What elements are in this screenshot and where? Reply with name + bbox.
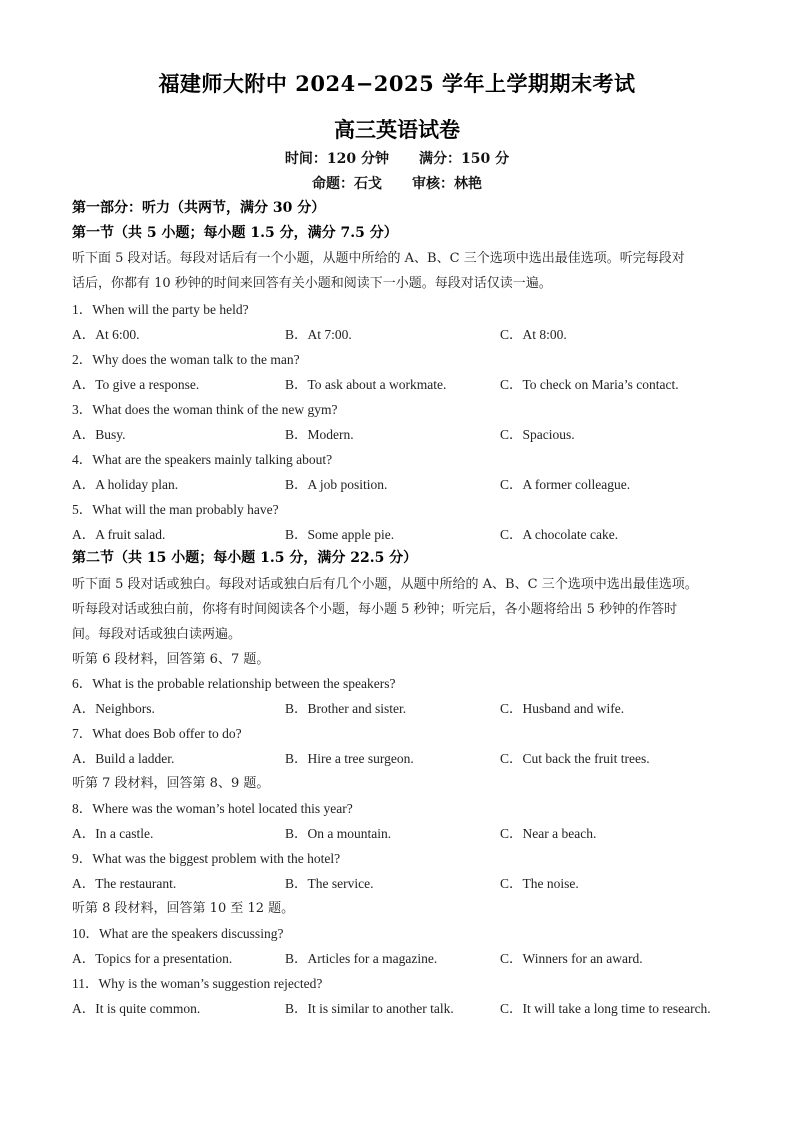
option-6c: C．Husband and wife. xyxy=(500,701,625,716)
option-4b: B．A job position. xyxy=(285,477,388,492)
option-2b: B．To ask about a workmate. xyxy=(285,377,447,392)
question-11: 11．Why is the woman’s suggestion rejected? xyxy=(72,976,323,991)
option-9c: C．The noise. xyxy=(500,876,579,891)
exam-meta-time xyxy=(0,148,794,168)
option-3b: B．Modern. xyxy=(285,427,354,442)
section1-heading: 第一节（共 5 小题；每小题 1.5 分，满分 7.5 分） xyxy=(72,225,398,241)
exam-title: 福建师大附中 2024−2025 学年上学期期末考试 xyxy=(158,71,636,96)
option-6a: A．Neighbors. xyxy=(72,701,155,716)
option-6b: B．Brother and sister. xyxy=(285,701,407,716)
option-3c: C．Spacious. xyxy=(500,427,575,442)
option-11c: C．It will take a long time to research. xyxy=(500,1001,711,1016)
option-8c: C．Near a beach. xyxy=(500,826,597,841)
question-5: 5．What will the man probably have? xyxy=(72,502,279,517)
author: 命题：石戈 xyxy=(312,176,382,192)
option-8b: B．On a mountain. xyxy=(285,826,392,841)
question-7: 7．What does Bob offer to do? xyxy=(72,726,242,741)
option-5c: C．A chocolate cake. xyxy=(500,527,619,542)
option-9a: A．The restaurant. xyxy=(72,876,177,891)
time-limit: 时间：120 分钟 xyxy=(284,151,389,167)
option-11b: B．It is similar to another talk. xyxy=(285,1001,454,1016)
section2-instructions-2: 听每段对话或独白前，你将有时间阅读各个小题，每小题 5 秒钟；听完后，各小题将给出 5 秒钟的作答时 xyxy=(72,602,678,617)
option-4a: A．A holiday plan. xyxy=(72,477,179,492)
question-4: 4．What are the speakers mainly talking about? xyxy=(72,452,333,467)
option-8a: A．In a castle. xyxy=(72,826,154,841)
option-10a: A．Topics for a presentation. xyxy=(72,951,233,966)
question-2: 2．Why does the woman talk to the man? xyxy=(72,352,300,367)
part1-heading: 第一部分：听力（共两节，满分 30 分） xyxy=(72,200,326,216)
option-10b: B．Articles for a magazine. xyxy=(285,951,438,966)
section2-heading: 第二节（共 15 小题；每小题 1.5 分，满分 22.5 分） xyxy=(72,550,418,566)
question-1: 1．When will the party be held? xyxy=(72,302,249,317)
option-10c: C．Winners for an award. xyxy=(500,951,643,966)
material-6-note: 听第 6 段材料，回答第 6、7 题。 xyxy=(72,652,270,667)
option-3a: A．Busy. xyxy=(72,427,126,442)
question-8: 8．Where was the woman’s hotel located this year? xyxy=(72,801,353,816)
exam-subtitle: 高三英语试卷 xyxy=(334,117,460,142)
question-9: 9．What was the biggest problem with the hotel? xyxy=(72,851,341,866)
option-7b: B．Hire a tree surgeon. xyxy=(285,751,414,766)
option-5a: A．A fruit salad. xyxy=(72,527,166,542)
option-7a: A．Build a ladder. xyxy=(72,751,175,766)
full-score: 满分：150 分 xyxy=(419,151,510,167)
question-6: 6．What is the probable relationship between the speakers? xyxy=(72,676,396,691)
option-5b: B．Some apple pie. xyxy=(285,527,395,542)
option-11a: A．It is quite common. xyxy=(72,1001,201,1016)
exam-meta-author xyxy=(0,173,794,193)
section1-instructions-2: 话后，你都有 10 秒钟的时间来回答有关小题和阅读下一小题。每段对话仅读一遍。 xyxy=(72,276,552,291)
reviewer: 审核：林艳 xyxy=(412,176,482,192)
option-1a: A．At 6:00. xyxy=(72,327,140,342)
material-8-note: 听第 8 段材料，回答第 10 至 12 题。 xyxy=(72,901,295,916)
option-9b: B．The service. xyxy=(285,876,374,891)
option-2c: C．To check on Maria’s contact. xyxy=(500,377,679,392)
option-1b: B．At 7:00. xyxy=(285,327,352,342)
option-2a: A．To give a response. xyxy=(72,377,200,392)
question-3: 3．What does the woman think of the new gym? xyxy=(72,402,338,417)
section1-instructions-1: 听下面 5 段对话。每段对话后有一个小题，从题中所给的 A、B、C 三个选项中选出最佳选项。听完每段对 xyxy=(72,251,685,266)
section2-instructions-1: 听下面 5 段对话或独白。每段对话或独白后有几个小题，从题中所给的 A、B、C 三个选项中选出最佳选项。 xyxy=(72,577,698,592)
option-1c: C．At 8:00. xyxy=(500,327,567,342)
material-7-note: 听第 7 段材料，回答第 8、9 题。 xyxy=(72,776,270,791)
option-7c: C．Cut back the fruit trees. xyxy=(500,751,650,766)
section2-instructions-3: 间。每段对话或独白读两遍。 xyxy=(72,627,242,642)
question-10: 10．What are the speakers discussing? xyxy=(72,926,284,941)
option-4c: C．A former colleague. xyxy=(500,477,631,492)
